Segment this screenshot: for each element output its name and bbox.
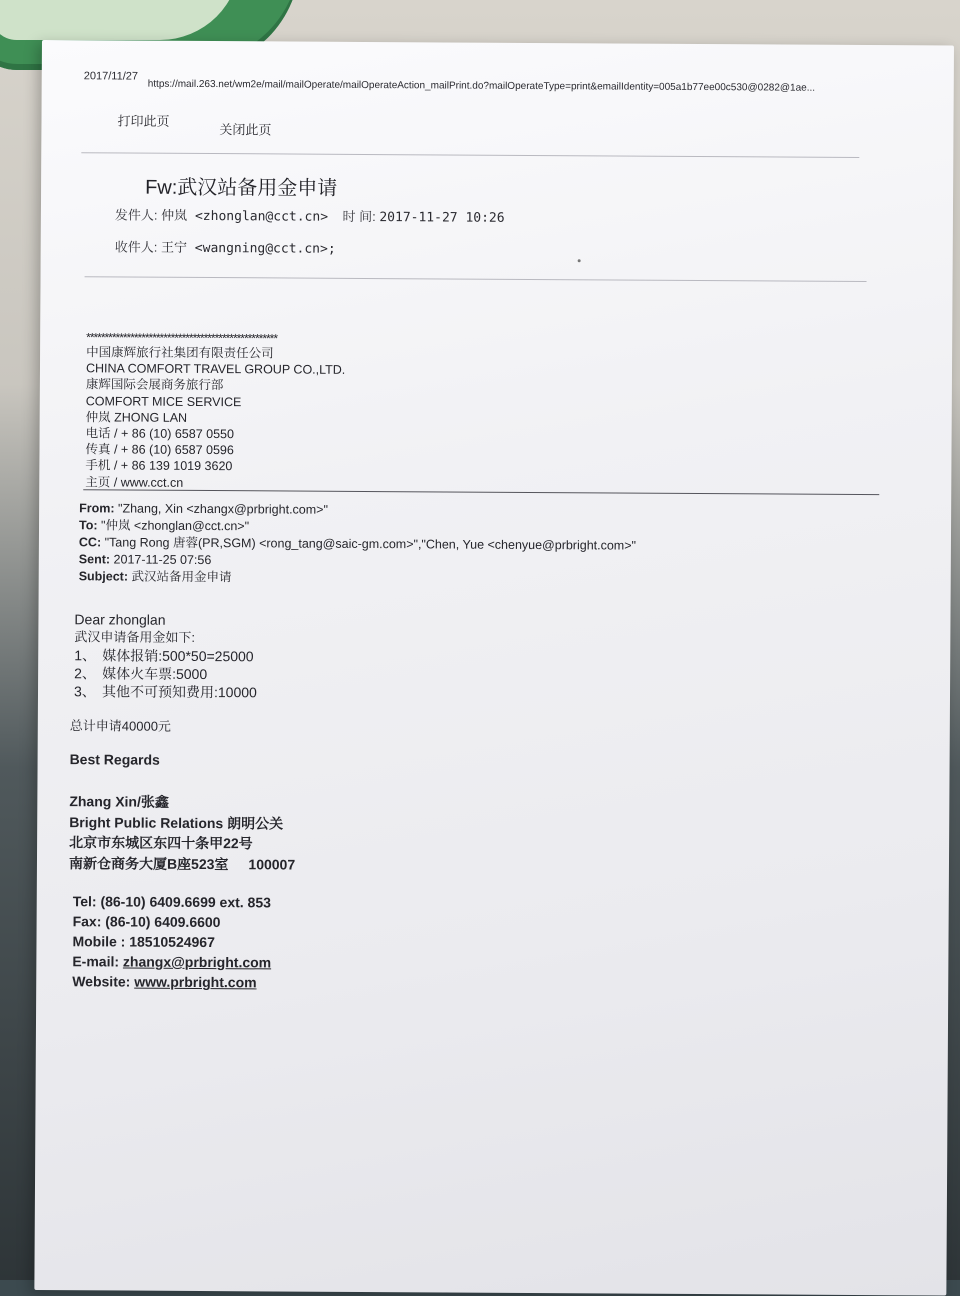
- fwd-from-label: From:: [79, 501, 115, 516]
- signature-line: 手机 / + 86 139 1019 3620: [85, 458, 233, 474]
- address-building: 南新仓商务大厦B座523室: [68, 854, 229, 872]
- toolbar-divider: [81, 152, 859, 158]
- ink-smudge: [578, 259, 581, 262]
- fwd-cc-value: "Tang Rong 唐蓉(PR,SGM) <rong_tang@saic-gm.com>","Chen, Yue <chenyue@prbright.com>": [104, 535, 637, 553]
- fwd-cc-label: CC:: [78, 535, 102, 550]
- print-page-button[interactable]: 打印此页: [117, 113, 170, 129]
- forwarded-header: [79, 500, 637, 588]
- closing-regards: Best Regards: [69, 751, 160, 768]
- item-number: 3、: [73, 683, 96, 700]
- bright-signature: [69, 791, 296, 874]
- signature-line: 主页 / www.cct.cn: [85, 474, 184, 490]
- signature-line: 中国康辉旅行社集团有限责任公司: [86, 345, 274, 361]
- greeting: Dear zhonglan: [74, 611, 166, 628]
- email-body: [74, 610, 257, 701]
- email-link[interactable]: zhangx@prbright.com: [122, 953, 272, 971]
- signature-line: 仲岚 ZHONG LAN: [85, 410, 188, 425]
- signature-line: 康辉国际会展商务旅行部: [85, 377, 224, 393]
- email-line: [72, 951, 271, 972]
- fwd-subject-label: Subject:: [78, 569, 129, 584]
- fwd-to-value: "仲岚 <zhonglan@cct.cn>": [100, 518, 250, 534]
- list-item: [74, 646, 257, 665]
- header-divider: [85, 276, 867, 282]
- to-label: 收件人:: [114, 239, 158, 255]
- signature-line: COMFORT MICE SERVICE: [85, 393, 242, 409]
- time-label: 时 间:: [342, 208, 376, 225]
- website-line: [72, 971, 271, 992]
- signature-line: CHINA COMFORT TRAVEL GROUP CO.,LTD.: [85, 361, 346, 378]
- print-url: https://mail.263.net/wm2e/mail/mailOperate/mailOperateAction_mailPrint.do?mailOperateType=print&emailIdentity=005a1b77ee00c530@0282@1ae...: [147, 78, 816, 94]
- printed-email-page: [34, 40, 954, 1296]
- recipient-row: [115, 236, 336, 256]
- total-amount: 总计申请40000元: [69, 718, 172, 734]
- close-page-button[interactable]: 关闭此页: [219, 122, 272, 138]
- fwd-subject-row: [79, 568, 636, 588]
- mobile-line: Mobile : 18510524967: [72, 933, 215, 951]
- print-date: 2017/11/27: [83, 70, 139, 83]
- fwd-subject-value: 武汉站备用金申请: [131, 569, 232, 585]
- tel-line: Tel: (86-10) 6409.6699 ext. 853: [72, 893, 271, 911]
- website-label: Website:: [72, 973, 131, 990]
- contact-block: [72, 891, 271, 992]
- cct-signature: [85, 330, 345, 491]
- sender-row: [115, 204, 505, 225]
- from-label: 发件人:: [114, 207, 158, 223]
- fwd-sent-label: Sent:: [78, 552, 111, 567]
- signer-name: Zhang Xin/张鑫: [69, 793, 169, 810]
- time-value: 2017-11-27 10:26: [379, 210, 505, 226]
- signature-line: 电话 / + 86 (10) 6587 0550: [85, 426, 234, 442]
- intro-line: 武汉申请备用金如下:: [74, 629, 196, 645]
- fwd-from-value: "Zhang, Xin <zhangx@prbright.com>": [118, 501, 328, 517]
- email-label: E-mail:: [72, 953, 120, 970]
- item-number: 2、: [74, 665, 96, 682]
- forward-divider: [83, 489, 879, 495]
- fax-line: Fax: (86-10) 6409.6600: [72, 913, 221, 931]
- item-text: 其他不可预知费用:10000: [101, 683, 257, 701]
- website-link[interactable]: www.prbright.com: [134, 973, 257, 991]
- address-line-2: [69, 853, 295, 875]
- company-name: Bright Public Relations 朗明公关: [69, 813, 284, 831]
- fwd-to-label: To:: [78, 518, 98, 533]
- to-value: 王宁 <wangning@cct.cn>;: [160, 240, 336, 257]
- signature-separator: ****************************************************: [86, 330, 278, 346]
- item-number: 1、: [74, 647, 97, 664]
- fwd-sent-value: 2017-11-25 07:56: [113, 552, 212, 568]
- from-value: 仲岚 <zhonglan@cct.cn>: [161, 208, 329, 225]
- list-item: [74, 664, 257, 683]
- postcode: 100007: [248, 855, 296, 873]
- item-text: 媒体报销:500*50=25000: [102, 647, 254, 665]
- address-line-1: 北京市东城区东四十条甲22号: [69, 834, 253, 852]
- signature-line: 传真 / + 86 (10) 6587 0596: [85, 442, 234, 458]
- item-text: 媒体火车票:5000: [102, 665, 208, 683]
- email-subject: Fw:武汉站备用金申请: [145, 176, 338, 200]
- list-item: [74, 682, 257, 701]
